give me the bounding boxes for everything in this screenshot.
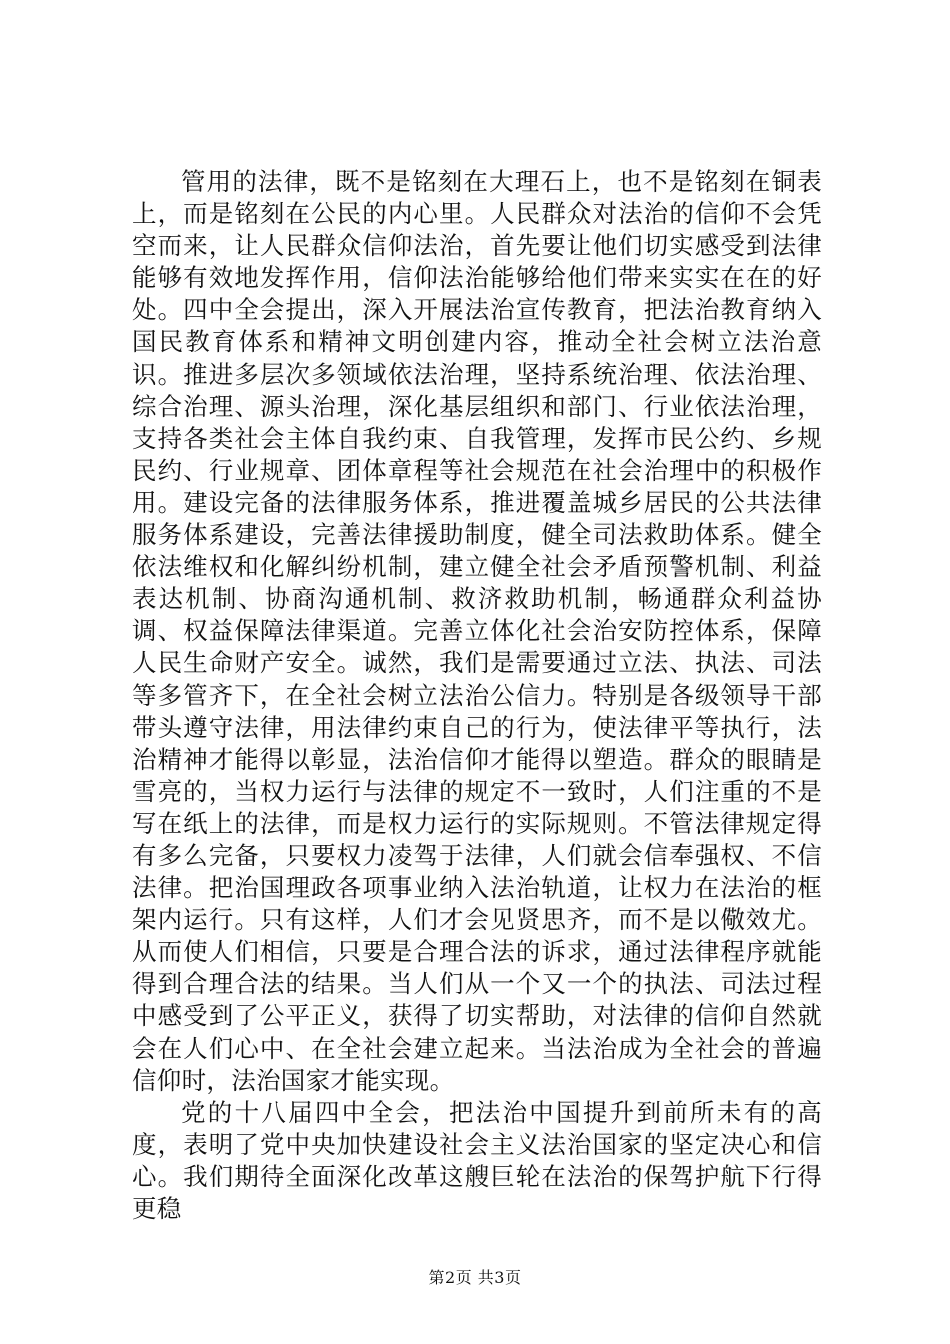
page-number-footer: 第2页 共3页	[428, 1268, 522, 1287]
document-body	[132, 166, 822, 1225]
paragraph-1: 管用的法律，既不是铭刻在大理石上，也不是铭刻在铜表上，而是铭刻在公民的内心里。人民群众对法治的信仰不会凭空而来，让人民群众信仰法治，首先要让他们切实感受到法律能够有效地发挥作用，信仰法治能够给他们带来实实在在的好处。四中全会提出，深入开展法治宣传教育，把法治教育纳入国民教育体系和精神文明创建内容，推动全社会树立法治意识。推进多层次多领域依法治理，坚持系统治理、依法治理、综合治理、源头治理，深化基层组织和部门、行业依法治理，支持各类社会主体自我约束、自我管理，发挥市民公约、乡规民约、行业规章、团体章程等社会规范在社会治理中的积极作用。建设完备的法律服务体系，推进覆盖城乡居民的公共法律服务体系建设，完善法律援助制度，健全司法救助体系。健全依法维权和化解纠纷机制，建立健全社会矛盾预警机制、利益表达机制、协商沟通机制、救济救助机制，畅通群众利益协调、权益保障法律渠道。完善立体化社会治安防控体系，保障人民生命财产安全。诚然，我们是需要通过立法、执法、司法等多管齐下，在全社会树立法治公信力。特别是各级领导干部带头遵守法律，用法律约束自己的行为，使法律平等执行，法治精神才能得以彰显，法治信仰才能得以塑造。群众的眼睛是雪亮的，当权力运行与法律的规定不一致时，人们注重的不是写在纸上的法律，而是权力运行的实际规则。不管法律规定得有多么完备，只要权力凌驾于法律，人们就会信奉强权、不信法律。把治国理政各项事业纳入法治轨道，让权力在法治的框架内运行。只有这样，人们才会见贤思齐，而不是以儆效尤。从而使人们相信，只要是合理合法的诉求，通过法律程序就能得到合理合法的结果。当人们从一个又一个的执法、司法过程中感受到了公平正义，获得了切实帮助，对法律的信仰自然就会在人们心中、在全社会建立起来。当法治成为全社会的普遍信仰时，法治国家才能实现。	[132, 167, 822, 1095]
paragraph-2: 党的十八届四中全会，把法治中国提升到前所未有的高度，表明了党中央加快建设社会主义法治国家的坚定决心和信心。我们期待全面深化改革这艘巨轮在法治的保驾护航下行得更稳	[132, 1097, 822, 1223]
